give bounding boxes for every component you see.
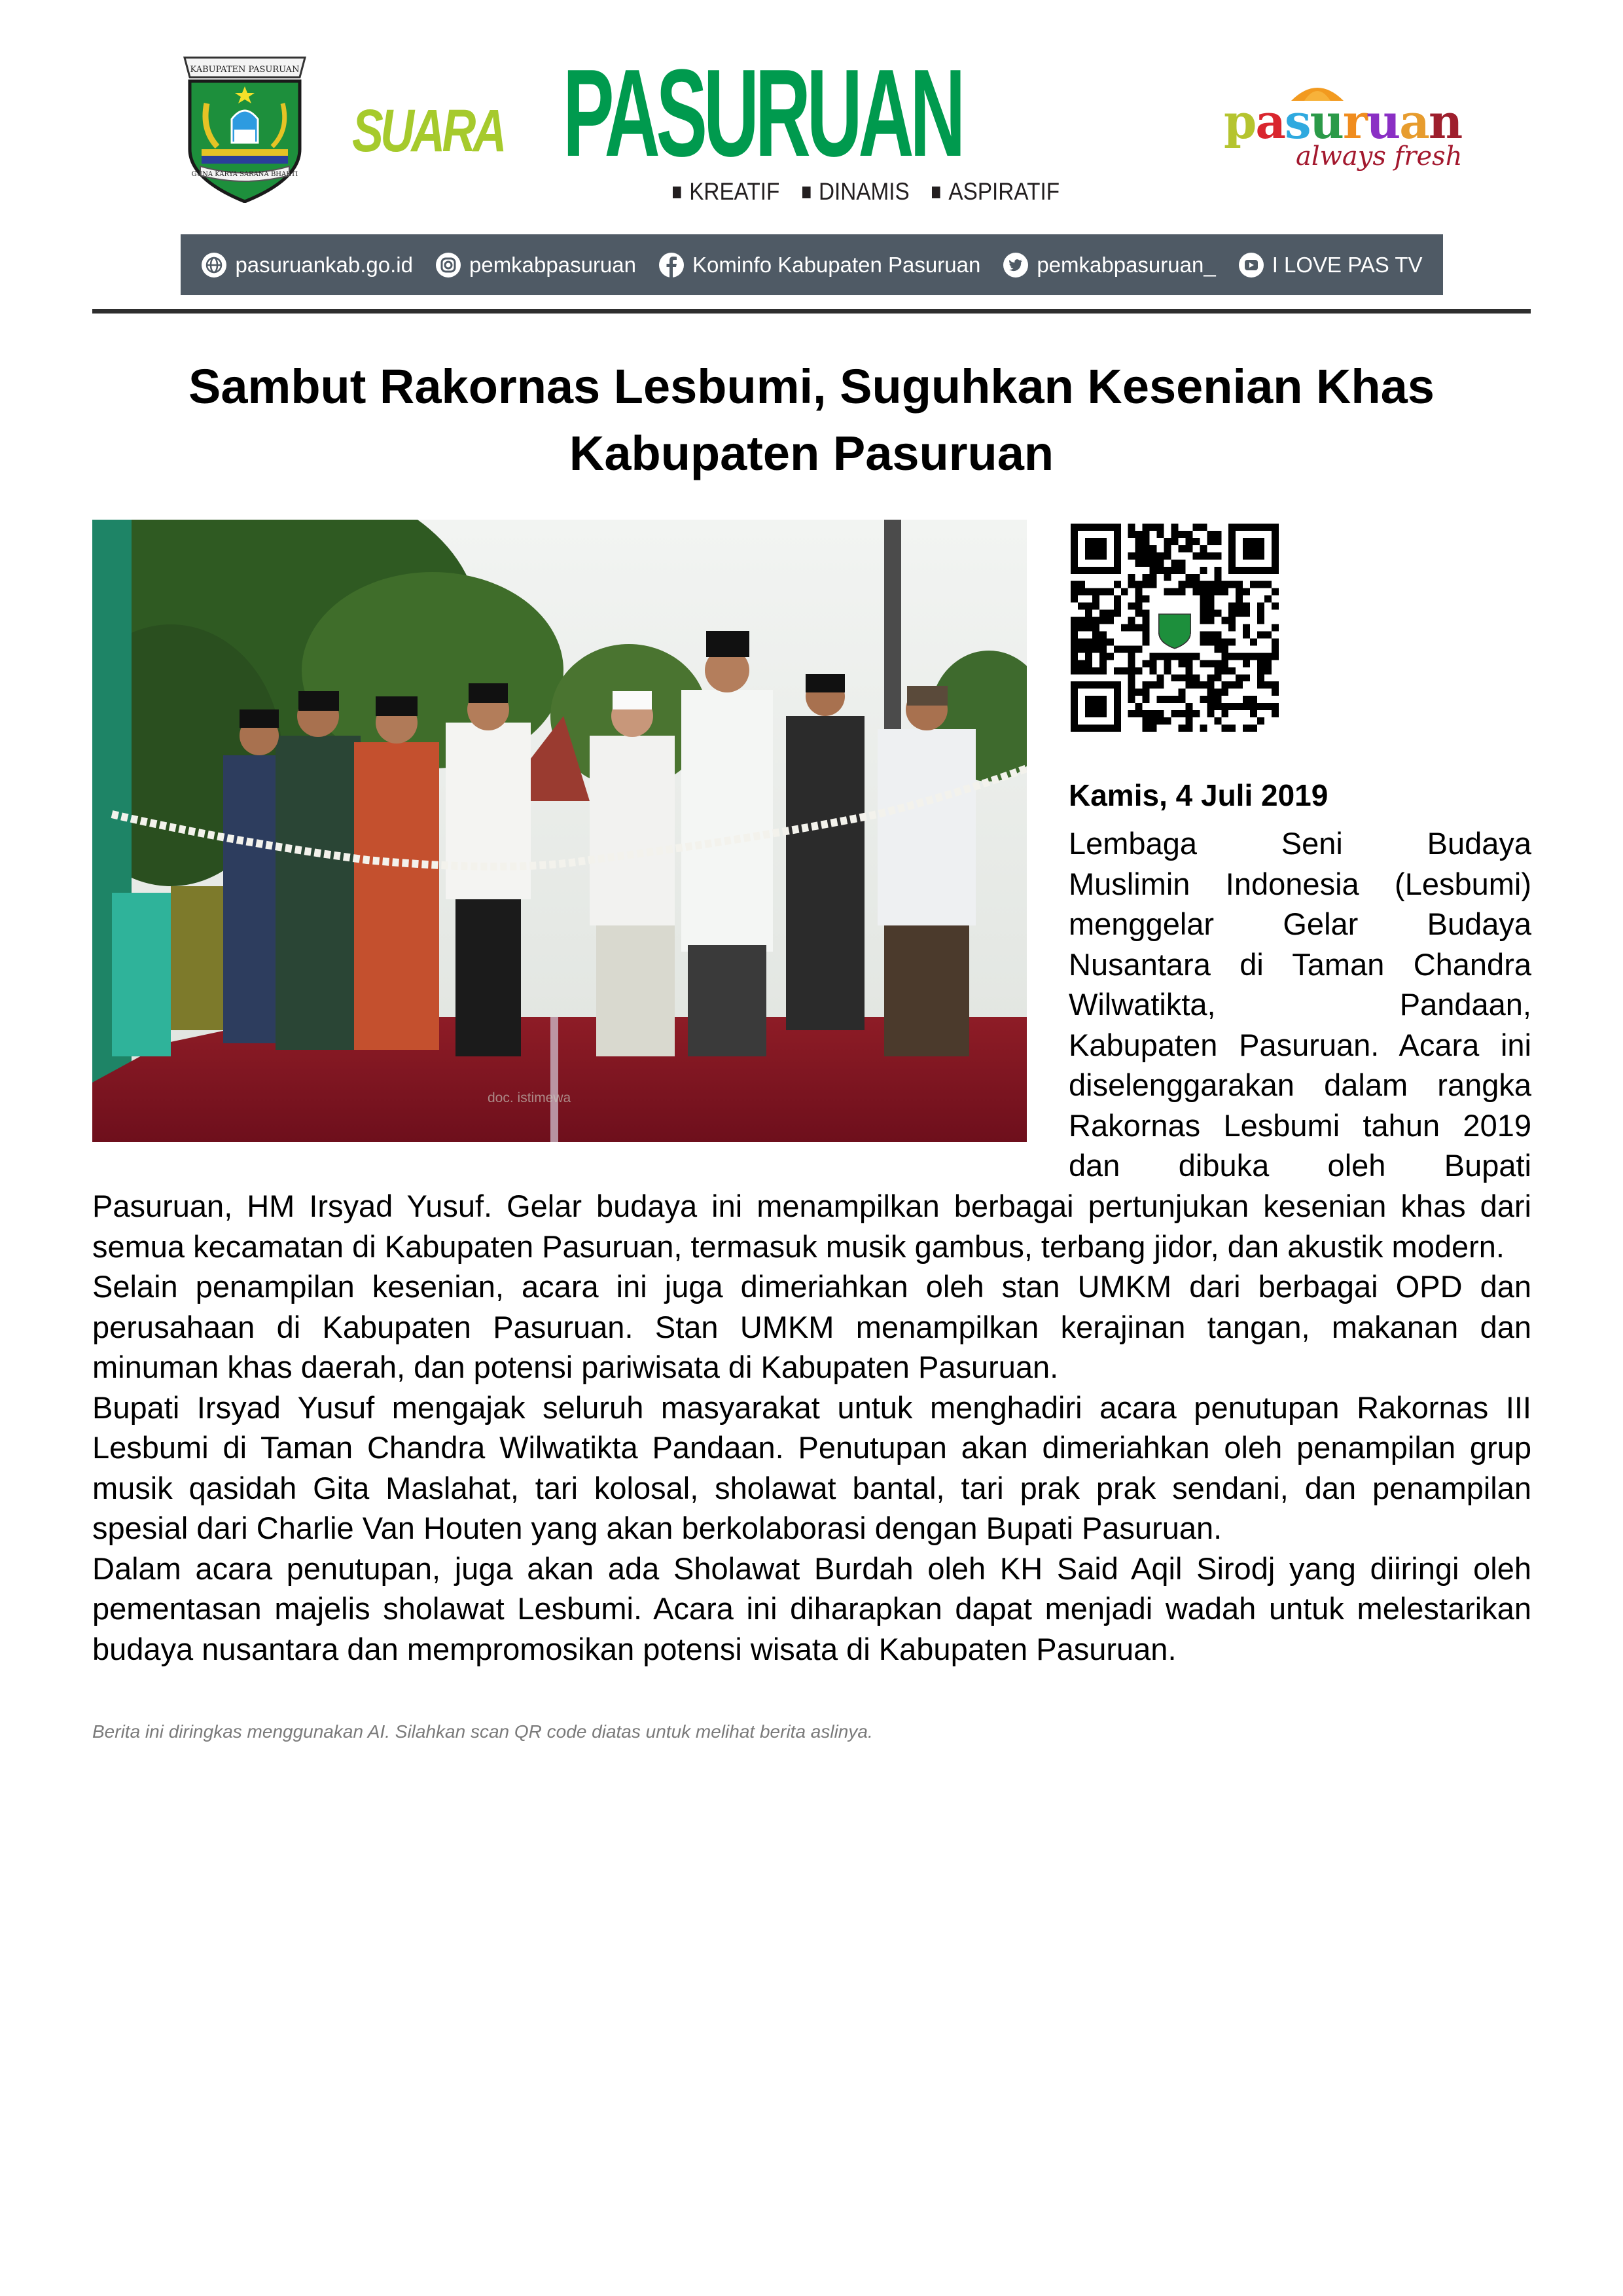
bullet-square-icon xyxy=(673,187,681,198)
intro-line: diselenggarakan dalam rangka xyxy=(1069,1067,1531,1102)
tagline-item: ASPIRATIF xyxy=(948,178,1060,205)
masthead-pasuruan: PASURUAN xyxy=(563,44,962,183)
youtube-icon xyxy=(1238,252,1264,278)
social-label: pemkabpasuruan_ xyxy=(1037,252,1216,277)
intro-line: menggelar Gelar Budaya xyxy=(1069,906,1531,941)
social-website[interactable] xyxy=(201,252,413,278)
article-intro-column xyxy=(1069,823,1531,1186)
brand-letter: a xyxy=(1399,94,1429,149)
article-photo xyxy=(92,520,1027,1142)
intro-line: Kabupaten Pasuruan. Acara ini xyxy=(1069,1027,1531,1062)
twitter-icon xyxy=(1003,252,1029,278)
suara-pasuruan-masthead xyxy=(347,44,1171,206)
paragraph-3: Bupati Irsyad Yusuf mengajak seluruh masyarakat untuk menghadiri acara penutupan Rakornas III Lesbumi di Taman Chandra Wilwatikta Pandaan. Penutupan akan dimeriahkan oleh penampilan grup musik qasidah Gita Maslahat, tari kolosal, sholawat bantal, tari prak prak sendani, dan penampilan spesial dari Charlie Van Houten yang akan berkolaborasi dengan Bupati Pasuruan. xyxy=(92,1390,1531,1545)
bullet-square-icon xyxy=(932,187,940,198)
social-youtube[interactable] xyxy=(1238,252,1423,278)
ai-summary-footnote: Berita ini diringkas menggunakan AI. Silahkan scan QR code diatas untuk melihat berita aslinya. xyxy=(92,1721,873,1742)
crest-banner-text: KABUPATEN PASURUAN xyxy=(190,65,300,75)
intro-line: Muslimin Indonesia (Lesbumi) xyxy=(1069,866,1531,901)
pasuruan-always-fresh-logo xyxy=(1217,79,1463,177)
brand-letter: n xyxy=(1428,94,1462,149)
article-title xyxy=(92,353,1531,487)
social-label: pemkabpasuruan xyxy=(469,252,636,277)
globe-icon xyxy=(201,252,227,278)
brand-letter: u xyxy=(1310,94,1343,149)
intro-line: Rakornas Lesbumi tahun 2019 xyxy=(1069,1107,1531,1143)
intro-line: dan dibuka oleh Bupati xyxy=(1069,1148,1531,1183)
social-label: Kominfo Kabupaten Pasuruan xyxy=(692,252,981,277)
facebook-icon xyxy=(658,252,685,278)
paragraph-1-continued: Pasuruan, HM Irsyad Yusuf. Gelar budaya ini menampilkan berbagai pertunjukan kesenian khas dari semua kecamatan di Kabupaten Pasuruan, termasuk musik gambus, terbang jidor, dan akustik modern. xyxy=(92,1189,1531,1264)
title-line-1: Sambut Rakornas Lesbumi, Suguhkan Kesenian Khas xyxy=(188,359,1435,414)
brand-wordmark xyxy=(1224,94,1462,149)
qr-code[interactable] xyxy=(1071,524,1279,732)
tagline-item: DINAMIS xyxy=(819,178,910,205)
social-label: pasuruankab.go.id xyxy=(235,252,413,277)
social-label: I LOVE PAS TV xyxy=(1272,252,1423,277)
social-instagram[interactable] xyxy=(435,252,636,278)
photo-watermark: doc. istimewa xyxy=(488,1090,571,1105)
header-divider xyxy=(92,309,1531,314)
brand-tagline: always fresh xyxy=(1296,141,1463,171)
kabupaten-pasuruan-crest-logo xyxy=(182,51,308,203)
brand-letter: p xyxy=(1224,94,1256,149)
qr-code-image xyxy=(1071,524,1279,732)
brand-letter: a xyxy=(1255,94,1285,149)
social-links-bar xyxy=(181,234,1443,295)
intro-line: Lembaga Seni Budaya xyxy=(1069,826,1531,861)
masthead-suara: SUARA xyxy=(352,98,504,164)
instagram-icon xyxy=(435,252,461,278)
crest-motto-text: GUNA KARYA SARANA BHAKTI xyxy=(191,171,298,178)
brand-letter: u xyxy=(1366,94,1400,149)
brand-letter: r xyxy=(1342,94,1366,149)
social-twitter[interactable] xyxy=(1003,252,1215,278)
brand-letter: s xyxy=(1285,94,1310,149)
paragraph-4: Dalam acara penutupan, juga akan ada Sholawat Burdah oleh KH Said Aqil Sirodj yang diiringi oleh pementasan majelis sholawat Lesbumi. Acara ini diharapkan dapat menjadi wadah untuk melestarikan budaya nusantara dan mempromosikan potensi wisata di Kabupaten Pasuruan. xyxy=(92,1551,1531,1666)
ribbon-cutting-photo xyxy=(92,520,1027,1142)
bullet-square-icon xyxy=(802,187,811,198)
intro-line: Nusantara di Taman Chandra xyxy=(1069,946,1531,982)
tagline-item: KREATIF xyxy=(689,178,780,205)
article-body xyxy=(92,1186,1531,1669)
paragraph-2: Selain penampilan kesenian, acara ini juga dimeriahkan oleh stan UMKM dari berbagai OPD dan perusahaan di Kabupaten Pasuruan. Stan UMKM menampilkan kerajinan tangan, makanan dan minuman khas daerah, dan potensi pariwisata di Kabupaten Pasuruan. xyxy=(92,1269,1531,1384)
social-facebook[interactable] xyxy=(658,252,980,278)
masthead-tagline xyxy=(673,178,1076,206)
intro-line: Wilwatikta, Pandaan, xyxy=(1069,987,1531,1022)
article-date: Kamis, 4 Juli 2019 xyxy=(1069,778,1329,812)
title-line-2: Kabupaten Pasuruan xyxy=(569,426,1054,480)
